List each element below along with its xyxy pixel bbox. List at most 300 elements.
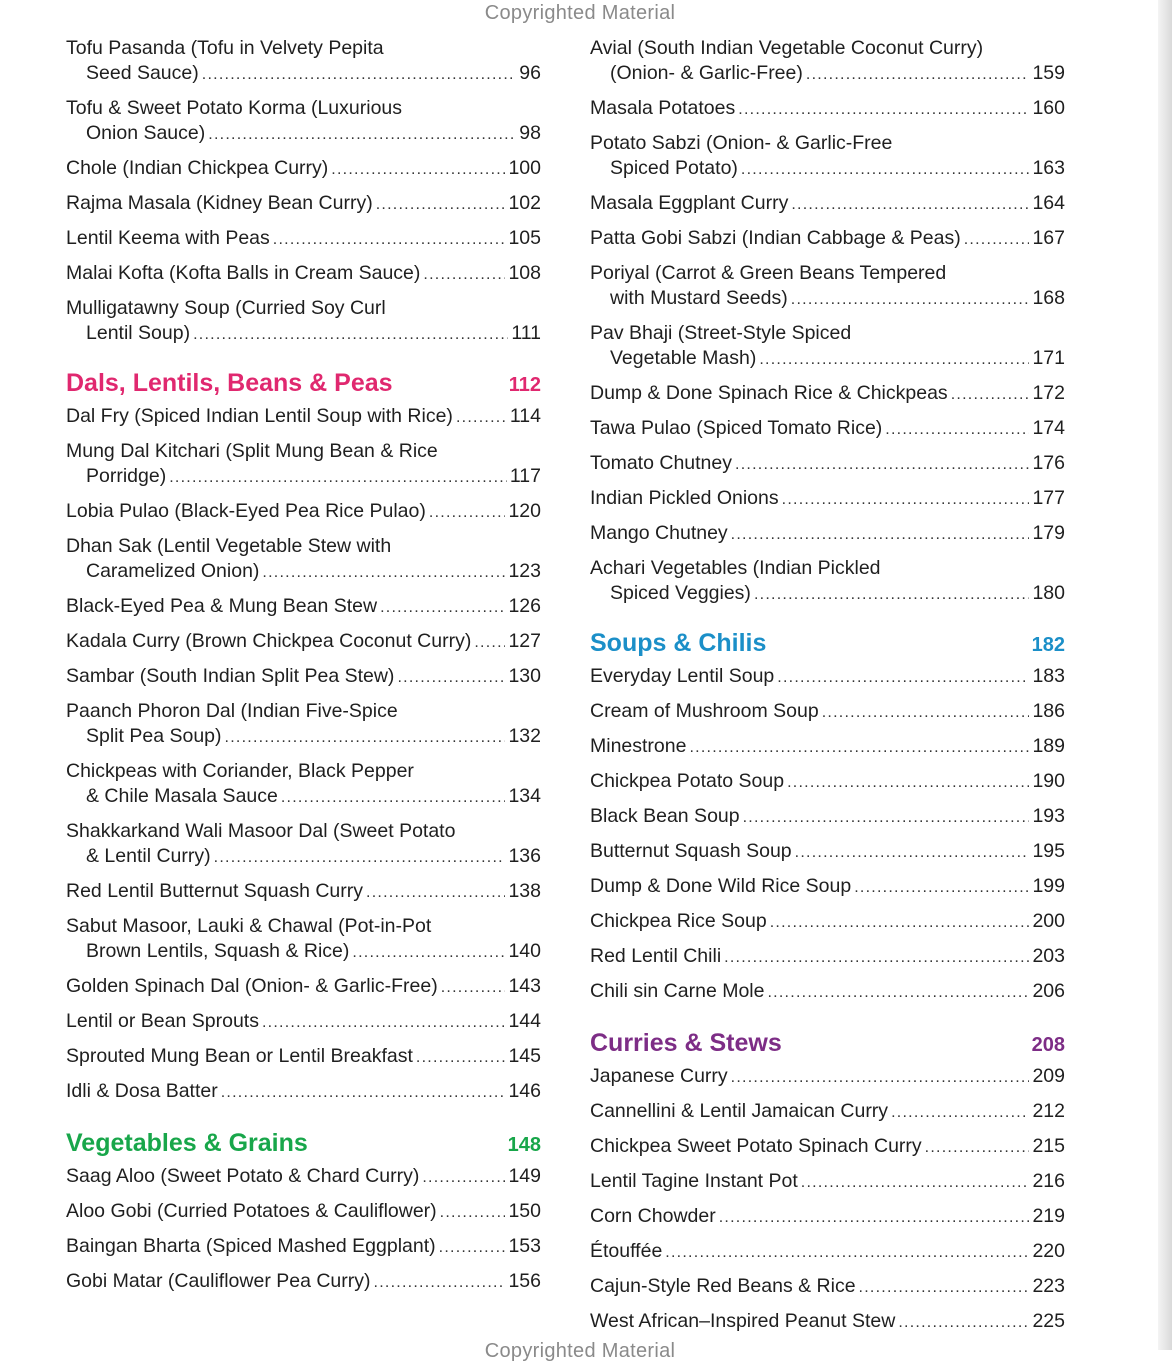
toc-entry-title: Masala Eggplant Curry: [590, 192, 789, 214]
toc-page-number: 150: [508, 1200, 541, 1222]
toc-entry-line: [66, 844, 541, 870]
toc-entry-line: [66, 321, 541, 347]
toc-page-number: 149: [508, 1165, 541, 1187]
toc-entry-title: Vegetable Mash): [610, 347, 757, 369]
dot-leader: [380, 594, 505, 620]
toc-entry[interactable]: [66, 914, 541, 965]
toc-entry[interactable]: [66, 534, 541, 585]
toc-entry[interactable]: [590, 521, 1065, 547]
toc-page-number: 174: [1032, 417, 1065, 439]
toc-page-number: 143: [508, 975, 541, 997]
toc-entry-line: [590, 486, 1065, 512]
toc-right-column: [590, 36, 1065, 1344]
toc-page-number: 117: [509, 465, 541, 487]
toc-entry-title: Saag Aloo (Sweet Potato & Chard Curry): [66, 1165, 420, 1187]
toc-entry-line: [66, 1079, 541, 1105]
toc-page-number: 200: [1032, 910, 1065, 932]
toc-entry-title: West African–Inspired Peanut Stew: [590, 1310, 896, 1332]
toc-entry[interactable]: [590, 381, 1065, 407]
dot-leader: [202, 61, 517, 87]
section-title: Curries & Stews: [590, 1029, 782, 1057]
toc-entry-line: [590, 321, 1065, 346]
toc-entry[interactable]: [590, 979, 1065, 1005]
toc-entry-title: Cream of Mushroom Soup: [590, 700, 819, 722]
toc-entry-line: [590, 131, 1065, 156]
toc-entry[interactable]: [590, 664, 1065, 690]
dot-leader: [951, 381, 1030, 407]
toc-entry-title: Sambar (South Indian Split Pea Stew): [66, 665, 395, 687]
dot-leader: [795, 839, 1030, 865]
toc-entry-title: Dal Fry (Spiced Indian Lentil Soup with Rice): [66, 405, 453, 427]
toc-entry-title: Corn Chowder: [590, 1205, 716, 1227]
toc-page-number: 105: [508, 227, 541, 249]
toc-page-number: 186: [1032, 700, 1065, 722]
toc-page-number: 100: [508, 157, 541, 179]
toc-entry[interactable]: [590, 1134, 1065, 1160]
toc-entry-title: Tofu Pasanda (Tofu in Velvety Pepita: [66, 37, 384, 59]
toc-entry-line: [66, 914, 541, 939]
dot-leader: [801, 1169, 1030, 1195]
dot-leader: [331, 156, 505, 182]
dot-leader: [777, 664, 1029, 690]
toc-entry-line: [590, 839, 1065, 865]
toc-entry-line: [66, 261, 541, 287]
toc-page-number: 120: [508, 500, 541, 522]
toc-entry-line: [66, 61, 541, 87]
toc-entry-title: Lentil Tagine Instant Pot: [590, 1170, 798, 1192]
toc-entry-line: [590, 261, 1065, 286]
toc-entry-line: [590, 909, 1065, 935]
toc-entry[interactable]: [66, 261, 541, 287]
toc-entry-title: Dhan Sak (Lentil Vegetable Stew with: [66, 535, 392, 557]
toc-page-number: 98: [519, 122, 541, 144]
toc-entry-title: Spiced Veggies): [610, 582, 751, 604]
toc-entry-title: (Onion- & Garlic-Free): [610, 62, 803, 84]
toc-entry-title: Paanch Phoron Dal (Indian Five-Spice: [66, 700, 398, 722]
toc-entry-title: Mulligatawny Soup (Curried Soy Curl: [66, 297, 386, 319]
toc-entry[interactable]: [590, 699, 1065, 725]
dot-leader: [925, 1134, 1030, 1160]
toc-entry-title: Achari Vegetables (Indian Pickled: [590, 557, 881, 579]
toc-entry-title: Chili sin Carne Mole: [590, 980, 765, 1002]
toc-entry[interactable]: [66, 879, 541, 905]
toc-entry-title: Chole (Indian Chickpea Curry): [66, 157, 329, 179]
dot-leader: [273, 226, 506, 252]
dot-leader: [724, 944, 1029, 970]
toc-entry[interactable]: [590, 36, 1065, 87]
toc-entry-line: [66, 191, 541, 217]
toc-entry[interactable]: [66, 1164, 541, 1190]
toc-entry[interactable]: [590, 1064, 1065, 1090]
section-heading[interactable]: [66, 1129, 541, 1158]
toc-page-number: 179: [1032, 522, 1065, 544]
dot-leader: [787, 769, 1029, 795]
dot-leader: [754, 581, 1030, 607]
toc-entry-title: Étouffée: [590, 1240, 663, 1262]
toc-entry-line: [66, 974, 541, 1000]
toc-entry[interactable]: [590, 226, 1065, 252]
toc-entry[interactable]: [590, 874, 1065, 900]
toc-page-number: 164: [1032, 192, 1065, 214]
toc-page-number: 193: [1032, 805, 1065, 827]
toc-entry-title: Split Pea Soup): [86, 725, 222, 747]
toc-entry-line: [590, 96, 1065, 122]
toc-entry[interactable]: [590, 1309, 1065, 1335]
dot-leader: [859, 1274, 1030, 1300]
toc-entry-title: Sabut Masoor, Lauki & Chawal (Pot-in-Pot: [66, 915, 432, 937]
toc-page-number: 206: [1032, 980, 1065, 1002]
toc-page-number: 140: [508, 940, 541, 962]
toc-entry-line: [66, 499, 541, 525]
toc-entry-title: & Lentil Curry): [86, 845, 211, 867]
section-title: Soups & Chilis: [590, 629, 767, 657]
toc-entry-line: [66, 629, 541, 655]
toc-entry[interactable]: [590, 451, 1065, 477]
toc-entry[interactable]: [66, 96, 541, 147]
toc-entry-line: [66, 559, 541, 585]
toc-page-number: 136: [508, 845, 541, 867]
toc-entry[interactable]: [66, 226, 541, 252]
toc-entry-line: [590, 451, 1065, 477]
toc-entry[interactable]: [66, 759, 541, 810]
toc-entry-title: Gobi Matar (Cauliflower Pea Curry): [66, 1270, 371, 1292]
toc-entry-title: Cannellini & Lentil Jamaican Curry: [590, 1100, 889, 1122]
toc-left-column: [66, 36, 541, 1304]
dot-leader: [474, 629, 505, 655]
toc-page-number: 172: [1032, 382, 1065, 404]
toc-section-vegetables-grains: [66, 1129, 541, 1295]
toc-page-number: 199: [1032, 875, 1065, 897]
toc-page-number: 127: [508, 630, 541, 652]
toc-entry-line: [590, 521, 1065, 547]
toc-entry-title: Avial (South Indian Vegetable Coconut Curry): [590, 37, 984, 59]
toc-entry-title: Lentil or Bean Sprouts: [66, 1010, 259, 1032]
toc-entry[interactable]: [590, 769, 1065, 795]
toc-entry[interactable]: [66, 191, 541, 217]
toc-entry-line: [66, 226, 541, 252]
toc-entry[interactable]: [590, 909, 1065, 935]
dot-leader: [397, 664, 505, 690]
toc-entry-line: [66, 156, 541, 182]
toc-entry[interactable]: [66, 439, 541, 490]
toc-entry-title: Chickpeas with Coriander, Black Pepper: [66, 760, 414, 782]
toc-entry-title: Black-Eyed Pea & Mung Bean Stew: [66, 595, 378, 617]
toc-entry-line: [66, 36, 541, 61]
dot-leader: [731, 1064, 1030, 1090]
dot-leader: [193, 321, 508, 347]
toc-entry[interactable]: [66, 699, 541, 750]
toc-entry-line: [590, 1064, 1065, 1090]
dot-leader: [822, 699, 1030, 725]
toc-page-number: 132: [508, 725, 541, 747]
toc-page-number: 167: [1032, 227, 1065, 249]
toc-entry[interactable]: [590, 1204, 1065, 1230]
toc-entry[interactable]: [66, 404, 541, 430]
toc-entry-line: [66, 1269, 541, 1295]
dot-leader: [665, 1239, 1029, 1265]
dot-leader: [281, 784, 506, 810]
toc-entry-line: [590, 734, 1065, 760]
toc-entry-line: [66, 121, 541, 147]
toc-entry-title: Tofu & Sweet Potato Korma (Luxurious: [66, 97, 403, 119]
toc-entry-line: [590, 944, 1065, 970]
dot-leader: [422, 1164, 505, 1190]
toc-entry-title: Minestrone: [590, 735, 687, 757]
toc-section-curries-stews: [590, 1029, 1065, 1335]
toc-entry-line: [66, 1199, 541, 1225]
toc-page-number: 176: [1032, 452, 1065, 474]
toc-entry[interactable]: [66, 1199, 541, 1225]
dot-leader: [898, 1309, 1029, 1335]
toc-entry-title: Kadala Curry (Brown Chickpea Coconut Curry): [66, 630, 472, 652]
dot-leader: [731, 521, 1030, 547]
toc-entry-title: Mung Dal Kitchari (Split Mung Bean & Rice: [66, 440, 438, 462]
toc-entry-line: [590, 664, 1065, 690]
toc-entry[interactable]: [590, 839, 1065, 865]
toc-entry[interactable]: [590, 556, 1065, 607]
toc-entry-title: Seed Sauce): [86, 62, 199, 84]
toc-entry-line: [66, 1009, 541, 1035]
dot-leader: [374, 1269, 506, 1295]
toc-entry-title: Chickpea Potato Soup: [590, 770, 785, 792]
toc-page-number: 102: [508, 192, 541, 214]
toc-entry-title: Poriyal (Carrot & Green Beans Tempered: [590, 262, 947, 284]
dot-leader: [208, 121, 516, 147]
dot-leader: [376, 191, 506, 217]
toc-page-number: 216: [1032, 1170, 1065, 1192]
dot-leader: [366, 879, 505, 905]
toc-entry-line: [590, 1099, 1065, 1125]
page-edge-shadow: [1158, 0, 1172, 1350]
dot-leader: [741, 156, 1030, 182]
toc-entry[interactable]: [66, 1269, 541, 1295]
toc-entry-line: [590, 346, 1065, 372]
toc-entry[interactable]: [66, 1234, 541, 1260]
toc-page-number: 212: [1032, 1100, 1065, 1122]
dot-leader: [439, 1234, 506, 1260]
toc-continued-list: [590, 36, 1065, 607]
toc-entry-line: [66, 439, 541, 464]
toc-entry-title: Japanese Curry: [590, 1065, 728, 1087]
toc-section-soups-chilis: [590, 629, 1065, 1005]
toc-entry-line: [66, 296, 541, 321]
toc-entry-title: Golden Spinach Dal (Onion- & Garlic-Free): [66, 975, 438, 997]
toc-page-number: 130: [508, 665, 541, 687]
dot-leader: [735, 451, 1029, 477]
toc-entry[interactable]: [590, 321, 1065, 372]
toc-entry-title: Red Lentil Chili: [590, 945, 722, 967]
toc-entry-line: [66, 96, 541, 121]
dot-leader: [456, 404, 507, 430]
toc-entry-title: Pav Bhaji (Street-Style Spiced: [590, 322, 852, 344]
dot-leader: [423, 261, 505, 287]
section-heading[interactable]: [590, 1029, 1065, 1058]
toc-page-number: 171: [1032, 347, 1065, 369]
toc-entry-title: Chickpea Sweet Potato Spinach Curry: [590, 1135, 922, 1157]
dot-leader: [743, 804, 1030, 830]
toc-entry-line: [66, 699, 541, 724]
dot-leader: [806, 61, 1030, 87]
toc-entry-line: [66, 404, 541, 430]
toc-entry-line: [66, 1234, 541, 1260]
toc-entry-line: [66, 879, 541, 905]
toc-page-number: 146: [508, 1080, 541, 1102]
toc-entry-title: Porridge): [86, 465, 167, 487]
toc-continued-list: [66, 36, 541, 347]
toc-entry-title: Rajma Masala (Kidney Bean Curry): [66, 192, 373, 214]
dot-leader: [169, 464, 507, 490]
toc-page-number: 163: [1032, 157, 1065, 179]
toc-entry[interactable]: [66, 819, 541, 870]
toc-entry-title: Lentil Soup): [86, 322, 191, 344]
toc-entry-line: [66, 594, 541, 620]
toc-entry-line: [590, 156, 1065, 182]
toc-entry[interactable]: [66, 1079, 541, 1105]
section-page-number: 182: [1031, 634, 1065, 656]
toc-entry-line: [590, 1309, 1065, 1335]
toc-entry-title: Spiced Potato): [610, 157, 738, 179]
toc-entry-line: [66, 939, 541, 965]
section-heading[interactable]: [66, 369, 541, 398]
copyright-footer: Copyrighted Material: [484, 1340, 676, 1362]
toc-entry[interactable]: [66, 1009, 541, 1035]
toc-entry[interactable]: [66, 499, 541, 525]
toc-entry-title: Masala Potatoes: [590, 97, 736, 119]
dot-leader: [262, 1009, 506, 1035]
toc-entry-title: Red Lentil Butternut Squash Curry: [66, 880, 363, 902]
toc-page-number: 114: [509, 405, 541, 427]
toc-entry[interactable]: [66, 629, 541, 655]
toc-page-number: 183: [1032, 665, 1065, 687]
toc-entry[interactable]: [66, 156, 541, 182]
toc-entry-title: Mango Chutney: [590, 522, 728, 544]
toc-entry-line: [590, 874, 1065, 900]
toc-entry[interactable]: [66, 296, 541, 347]
toc-entry-title: Shakkarkand Wali Masoor Dal (Sweet Potato: [66, 820, 456, 842]
toc-entry-title: Malai Kofta (Kofta Balls in Cream Sauce): [66, 262, 421, 284]
toc-page-number: 153: [508, 1235, 541, 1257]
toc-entry[interactable]: [590, 1274, 1065, 1300]
dot-leader: [719, 1204, 1030, 1230]
toc-entry-title: Lobia Pulao (Black-Eyed Pea Rice Pulao): [66, 500, 426, 522]
dot-leader: [854, 874, 1029, 900]
dot-leader: [441, 974, 506, 1000]
toc-entry-line: [66, 724, 541, 750]
toc-entry-line: [590, 699, 1065, 725]
toc-page-number: 203: [1032, 945, 1065, 967]
toc-entry-line: [590, 581, 1065, 607]
toc-entry-line: [590, 286, 1065, 312]
dot-leader: [782, 486, 1030, 512]
dot-leader: [891, 1099, 1029, 1125]
toc-entry-title: Patta Gobi Sabzi (Indian Cabbage & Peas): [590, 227, 961, 249]
toc-entry-line: [66, 759, 541, 784]
toc-page-number: 159: [1032, 62, 1065, 84]
toc-entry-title: Dump & Done Spinach Rice & Chickpeas: [590, 382, 948, 404]
toc-entry-line: [590, 381, 1065, 407]
toc-entry-line: [66, 464, 541, 490]
toc-entry[interactable]: [66, 36, 541, 87]
toc-entry[interactable]: [66, 1044, 541, 1070]
toc-entry-line: [66, 534, 541, 559]
toc-entry-line: [590, 769, 1065, 795]
toc-entry-line: [66, 664, 541, 690]
toc-page-number: 123: [508, 560, 541, 582]
toc-entry-title: Butternut Squash Soup: [590, 840, 792, 862]
toc-entry-line: [590, 1274, 1065, 1300]
toc-entry-line: [590, 61, 1065, 87]
toc-entry-title: Sprouted Mung Bean or Lentil Breakfast: [66, 1045, 413, 1067]
toc-entry-title: Tawa Pulao (Spiced Tomato Rice): [590, 417, 883, 439]
toc-entry[interactable]: [590, 261, 1065, 312]
dot-leader: [770, 909, 1030, 935]
dot-leader: [689, 734, 1029, 760]
dot-leader: [964, 226, 1030, 252]
toc-page-number: 220: [1032, 1240, 1065, 1262]
copyright-header: Copyrighted Material: [484, 2, 676, 24]
toc-entry[interactable]: [590, 416, 1065, 442]
toc-entry-line: [590, 416, 1065, 442]
toc-entry-title: with Mustard Seeds): [610, 287, 788, 309]
section-page-number: 208: [1031, 1034, 1065, 1056]
toc-page-number: 215: [1032, 1135, 1065, 1157]
toc-entry[interactable]: [66, 664, 541, 690]
section-title: Dals, Lentils, Beans & Peas: [66, 369, 393, 397]
toc-entry[interactable]: [590, 191, 1065, 217]
toc-entry-title: Everyday Lentil Soup: [590, 665, 775, 687]
dot-leader: [221, 1079, 506, 1105]
toc-page-number: 160: [1032, 97, 1065, 119]
toc-entry[interactable]: [590, 944, 1065, 970]
toc-page-number: 111: [511, 322, 541, 344]
toc-entry-title: Lentil Keema with Peas: [66, 227, 270, 249]
toc-entry[interactable]: [590, 804, 1065, 830]
toc-entry-line: [66, 1044, 541, 1070]
toc-entry-line: [590, 1204, 1065, 1230]
toc-entry-line: [590, 556, 1065, 581]
toc-page-number: 156: [508, 1270, 541, 1292]
toc-page-number: 96: [519, 62, 541, 84]
toc-entry[interactable]: [590, 1239, 1065, 1265]
toc-entry[interactable]: [590, 131, 1065, 182]
toc-entry-line: [590, 804, 1065, 830]
toc-entry-line: [66, 784, 541, 810]
toc-entry[interactable]: [66, 594, 541, 620]
toc-page-number: 225: [1032, 1310, 1065, 1332]
section-title: Vegetables & Grains: [66, 1129, 308, 1157]
toc-entry-line: [590, 226, 1065, 252]
toc-entry[interactable]: [590, 1099, 1065, 1125]
toc-entry-title: Black Bean Soup: [590, 805, 740, 827]
toc-entry[interactable]: [590, 96, 1065, 122]
dot-leader: [759, 346, 1029, 372]
toc-page-number: 190: [1032, 770, 1065, 792]
toc-entry[interactable]: [590, 1169, 1065, 1195]
toc-entry[interactable]: [66, 974, 541, 1000]
toc-entry[interactable]: [590, 734, 1065, 760]
toc-entry-line: [590, 1239, 1065, 1265]
toc-section-dals-lentils-beans-peas: [66, 369, 541, 1105]
toc-entry-title: Tomato Chutney: [590, 452, 732, 474]
section-heading[interactable]: [590, 629, 1065, 658]
dot-leader: [214, 844, 506, 870]
toc-page-number: 223: [1032, 1275, 1065, 1297]
toc-entry[interactable]: [590, 486, 1065, 512]
toc-page-number: 219: [1032, 1205, 1065, 1227]
toc-page-number: 189: [1032, 735, 1065, 757]
toc-entry-line: [590, 979, 1065, 1005]
dot-leader: [885, 416, 1029, 442]
